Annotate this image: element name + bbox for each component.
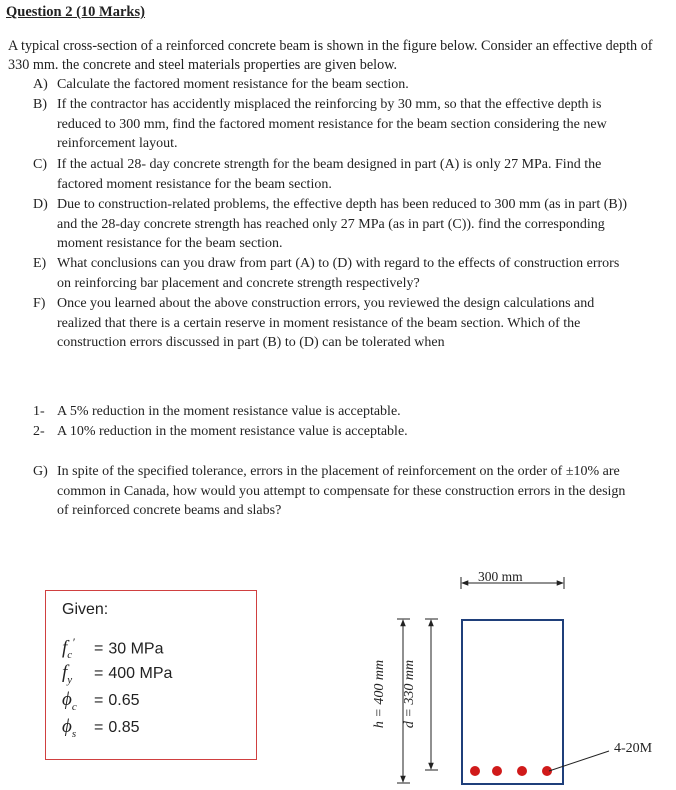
rebar-3	[517, 766, 527, 776]
part-text: Due to construction-related problems, the effective depth has been reduced to 300 mm (as in part (B)) and the 28-day concrete strength has reached only 27 MPa (as in part (C)). find the corresponding moment resistance for the beam section.	[57, 197, 628, 251]
part-f	[33, 294, 633, 353]
rebar-leader-line	[549, 751, 609, 771]
part-c	[33, 155, 633, 194]
given-phis: $\phi_s = 0.85$	[62, 716, 140, 740]
rebar-group	[470, 766, 552, 776]
rebar-4	[542, 766, 552, 776]
given-fy: $f_y = 400$ MPa	[62, 662, 173, 686]
part-text: In spite of the specified tolerance, errors in the placement of reinforcement on the order of ±10% are common in Canada, how would you attempt to compensate for these construction errors in the design of reinforced concrete beams and slabs?	[57, 464, 626, 518]
height-label: h = 400 mm	[372, 659, 387, 729]
fy-symbol: $f_y$	[62, 662, 73, 686]
part-text: Once you learned about the above construction errors, you reviewed the design calculations and realized that there is a certain reserve in moment resistance of the beam section. Which of the construction errors discussed in part (B) to (D) can be tolerated when	[57, 296, 595, 350]
fy-value: 400 MPa	[108, 665, 173, 682]
question-intro: A typical cross-section of a reinforced concrete beam is shown in the figure below. Consider an effective depth of 330 mm. the concrete and steel materials properties are given below.	[8, 38, 653, 73]
part-text: Calculate the factored moment resistance for the beam section.	[57, 77, 409, 92]
tolerance-2	[33, 422, 408, 441]
part-e	[33, 254, 633, 293]
part-d	[33, 195, 633, 254]
phis-value: 0.85	[108, 719, 140, 736]
fc-value: 30 MPa	[108, 640, 164, 658]
tolerance-label: 1-	[33, 404, 45, 419]
part-label: D)	[33, 197, 48, 212]
tolerance-label: 2-	[33, 424, 45, 439]
given-fc: $f_c' = 30$ MPa	[62, 635, 164, 662]
phic-symbol: $\phi_c$	[62, 689, 77, 713]
phic-value: 0.65	[108, 692, 140, 709]
fc-symbol: $f_c'$	[62, 635, 75, 662]
part-label: C)	[33, 157, 47, 172]
beam-section-rect	[462, 620, 563, 784]
depth-label: d = 330 mm	[402, 659, 417, 729]
width-label: 300 mm	[478, 569, 523, 584]
phis-symbol: $\phi_s$	[62, 716, 77, 740]
part-a	[33, 75, 633, 95]
part-label: G)	[33, 464, 48, 479]
tolerance-1	[33, 402, 401, 421]
part-text: What conclusions can you draw from part (A) to (D) with regard to the effects of construction errors on reinforcing bar placement and concrete strength respectively?	[57, 256, 620, 291]
part-b	[33, 95, 633, 154]
tolerance-text: A 10% reduction in the moment resistance value is acceptable.	[57, 424, 408, 439]
part-text: If the contractor has accidently misplaced the reinforcing by 30 mm, so that the effective depth is reduced to 300 mm, find the factored moment resistance for the beam section considering the new reinforcement layout.	[57, 97, 607, 151]
tolerance-text: A 5% reduction in the moment resistance value is acceptable.	[57, 404, 401, 419]
given-title: Given:	[62, 601, 109, 618]
part-label: A)	[33, 77, 48, 92]
part-text: If the actual 28- day concrete strength for the beam designed in part (A) is only 27 MPa. Find the factored moment resistance for the beam section.	[57, 157, 602, 192]
part-label: B)	[33, 97, 47, 112]
given-box	[45, 590, 257, 760]
rebar-2	[492, 766, 502, 776]
question-heading: Question 2 (10 Marks)	[6, 4, 145, 20]
rebar-label: 4-20M	[614, 741, 653, 756]
given-phic: $\phi_c = 0.65$	[62, 689, 140, 713]
rebar-1	[470, 766, 480, 776]
part-label: F)	[33, 296, 46, 311]
part-label: E)	[33, 256, 47, 271]
part-g	[33, 462, 633, 521]
